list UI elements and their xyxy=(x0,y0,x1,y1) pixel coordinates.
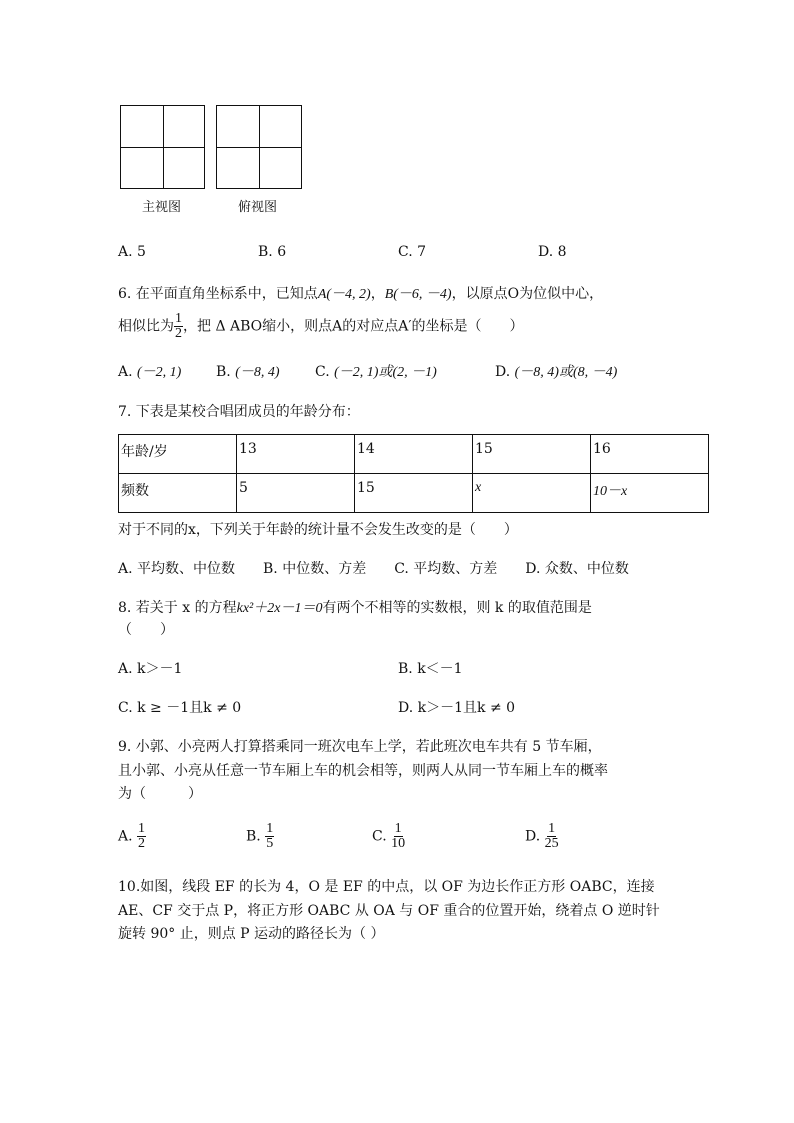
q9-option-d: D. $\frac{1}{25}$ xyxy=(525,821,559,851)
q6-option-a: A. (－2, 1) xyxy=(118,364,182,380)
q6-point-a: A(－4, 2) xyxy=(317,287,371,302)
q6-ratio-den: 2 xyxy=(175,326,182,341)
q8-stem xyxy=(118,597,592,617)
table-cell: 10－x xyxy=(593,484,628,499)
q8-option-d: D. k＞－1且k ≠ 0 xyxy=(398,700,516,716)
q7-options: A. 平均数、中位数 B. 中位数、方差 C. 平均数、方差 D. 众数、中位数 xyxy=(118,561,629,577)
q8-option-c: C. k ≥ －1且k ≠ 0 xyxy=(118,700,242,716)
q6-line1 xyxy=(118,283,603,303)
q6-option-b: B. (－8, 4) xyxy=(216,364,280,380)
table-cell: 15 xyxy=(357,480,375,496)
q10-line3: 旋转 90° 止，则点 P 运动的路径长为（ ） xyxy=(118,926,385,942)
top-view-caption: 俯视图 xyxy=(238,200,278,215)
q6-line2-rest: ，把 Δ ABO缩小，则点A的对应点A′的坐标是（ ） xyxy=(183,318,524,335)
q7-stem: 7. 下表是某校合唱团成员的年龄分布： xyxy=(118,404,360,420)
q8-option-b: B. k＜－1 xyxy=(398,661,463,677)
q8-stem-start: 8. 若关于 x 的方程 xyxy=(118,600,237,616)
q9-line1: 9. 小郭、小亮两人打算搭乘同一班次电车上学，若此班次电车共有 5 节车厢， xyxy=(118,739,602,755)
q6-line2 xyxy=(118,312,524,341)
table-cell: 15 xyxy=(475,441,493,457)
q7-question: 对于不同的x，下列关于年龄的统计量不会发生改变的是（ ） xyxy=(118,522,518,538)
q6-option-d: D. (－8, 4)或(8, －4) xyxy=(495,364,618,380)
q6-comma: ， xyxy=(370,286,385,302)
q6-option-c: C. (－2, 1)或(2, －1) xyxy=(315,364,437,380)
q8-option-a: A. k＞－1 xyxy=(118,661,183,677)
q5-option-c: C. 7 xyxy=(398,244,427,260)
table-cell: 14 xyxy=(357,441,375,457)
q9-option-a: A. $\frac{1}{2}$ xyxy=(118,821,146,851)
q8-stem-end: 有两个不相等的实数根，则 k 的取值范围是 xyxy=(322,600,592,616)
q6-ratio-num: 1 xyxy=(175,311,182,326)
front-view-caption: 主视图 xyxy=(142,200,182,215)
age-table xyxy=(118,434,709,513)
table-row xyxy=(119,474,709,513)
top-view-grid xyxy=(216,105,302,189)
q6-stem-start: 6. 在平面直角坐标系中，已知点 xyxy=(118,286,318,302)
front-view-grid xyxy=(120,105,205,189)
q10-line1: 10.如图，线段 EF 的长为 4，O 是 EF 的中点，以 OF 为边长作正方形 OABC，连接 xyxy=(118,879,655,895)
table-cell: x xyxy=(475,480,482,495)
q6-point-b: B(－6, －4) xyxy=(384,287,452,302)
q6-stem-end: ，以原点O为位似中心， xyxy=(451,286,604,302)
q8-equation: kx²＋2x－1＝0 xyxy=(236,601,323,616)
table-cell: 13 xyxy=(239,441,257,457)
q5-option-a: A. 5 xyxy=(118,244,146,260)
q5-option-d: D. 8 xyxy=(538,244,567,260)
table-cell: 5 xyxy=(239,480,248,496)
q9-option-b: B. $\frac{1}{5}$ xyxy=(246,821,274,851)
q9-line2: 且小郭、小亮从任意一节车厢上车的机会相等，则两人从同一节车厢上车的概率 xyxy=(118,763,608,779)
q9-line3: 为（ ） xyxy=(118,786,202,802)
q6-ratio-label: 相似比为 xyxy=(118,318,174,335)
q5-option-b: B. 6 xyxy=(258,244,287,260)
table-cell: 年龄/岁 xyxy=(121,444,168,460)
table-cell: 频数 xyxy=(121,483,149,499)
q9-option-c: C. $\frac{1}{10}$ xyxy=(372,821,406,851)
q6-ratio-fraction xyxy=(174,312,183,341)
q10-line2: AE、CF 交于点 P，将正方形 OABC 从 OA 与 OF 重合的位置开始，绕着点 O 逆时针 xyxy=(118,903,660,919)
table-row xyxy=(119,435,709,474)
table-cell: 16 xyxy=(593,441,611,457)
q8-paren: （ ） xyxy=(118,622,174,638)
